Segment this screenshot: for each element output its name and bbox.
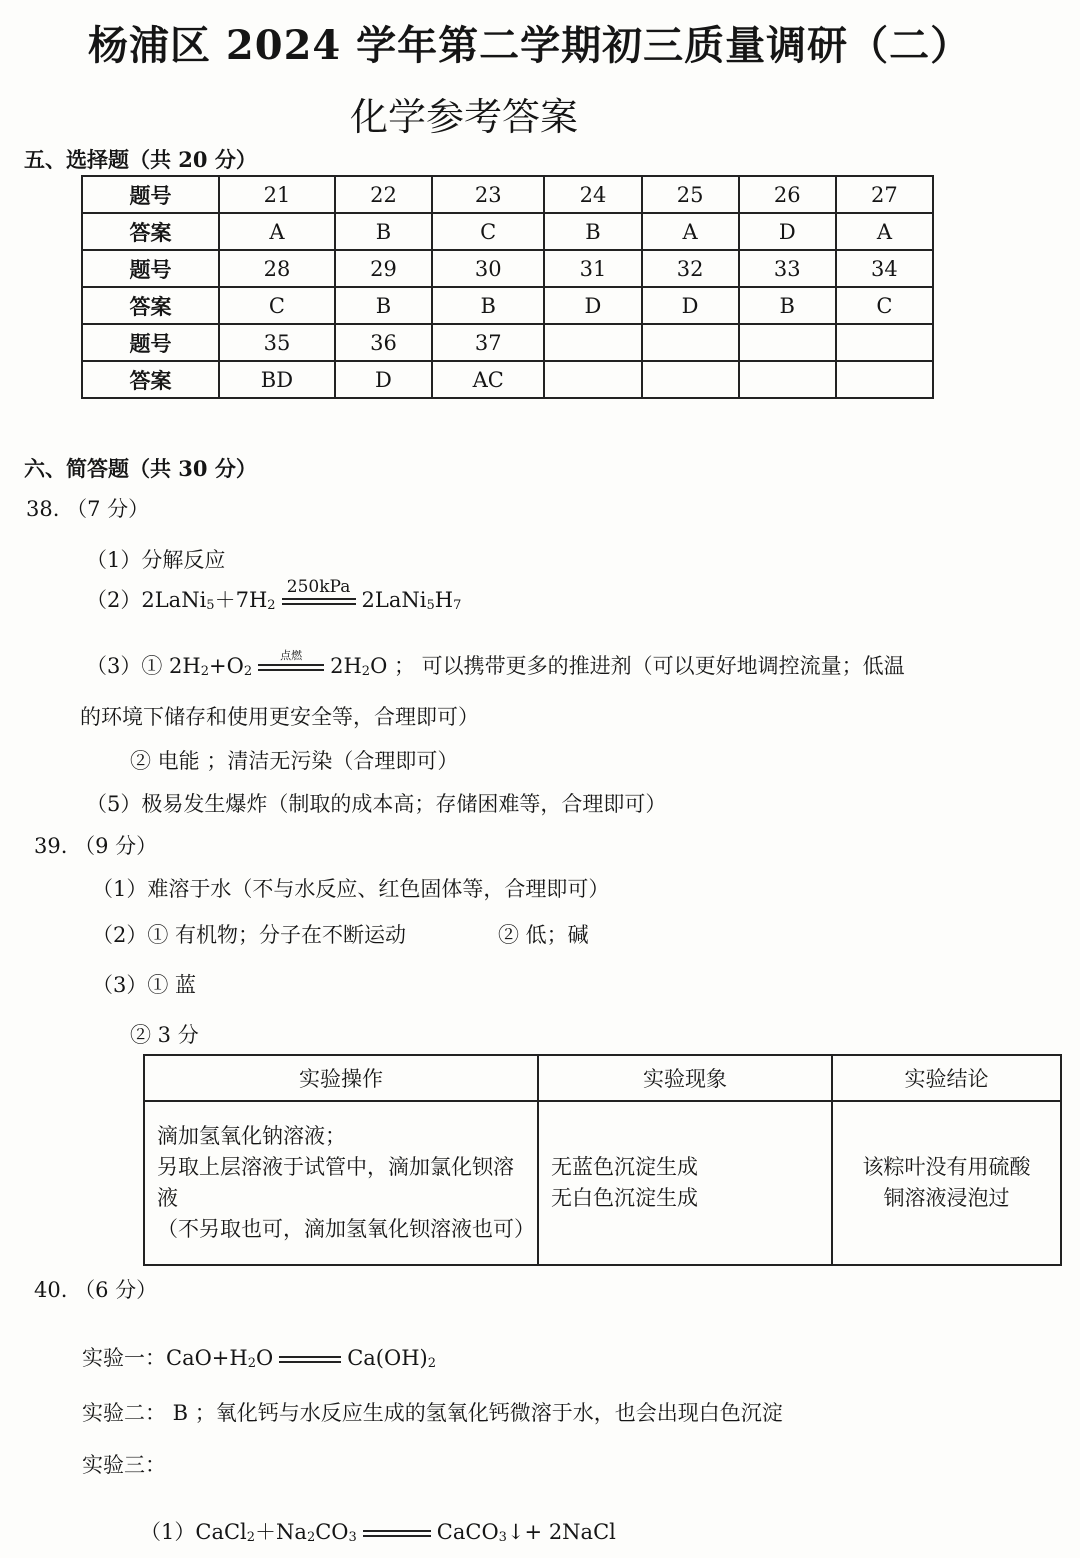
question-number: 29 <box>335 250 432 287</box>
reaction-arrow <box>363 1530 431 1537</box>
answer-cell <box>544 361 641 398</box>
question-number <box>836 324 933 361</box>
q38-part5: （5）极易发生爆炸（制取的成本高；存储困难等，合理即可） <box>86 792 667 816</box>
table-row <box>82 287 933 324</box>
question-number: 36 <box>335 324 432 361</box>
q38-number: 38. <box>26 497 60 521</box>
reaction-arrow <box>282 577 356 605</box>
table-header-row <box>144 1055 1061 1101</box>
q40-exp3-label: 实验三： <box>82 1453 166 1477</box>
question-number: 34 <box>836 250 933 287</box>
q38-header <box>26 493 149 523</box>
phenomenon-cell <box>538 1101 832 1265</box>
question-number <box>642 324 739 361</box>
question-number: 35 <box>219 324 335 361</box>
answer-cell <box>739 361 836 398</box>
reaction-condition: 250kPa <box>286 577 351 597</box>
question-number: 24 <box>544 176 641 213</box>
reaction-arrow <box>258 649 324 671</box>
answer-cell: D <box>642 287 739 324</box>
q39-part2a: （2）① 有机物；分子在不断运动 <box>92 923 407 947</box>
question-label: 题号 <box>82 176 219 213</box>
answer-cell: B <box>544 213 641 250</box>
phenomenon-line: 无白色沉淀生成 <box>551 1186 698 1210</box>
q40-exp3-part1-label: （1） <box>140 1520 196 1544</box>
phenomenon-line: 无蓝色沉淀生成 <box>551 1155 698 1179</box>
operation-cell <box>144 1101 538 1265</box>
table-row <box>82 250 933 287</box>
q40-points: （6 分） <box>74 1278 158 1302</box>
section6-heading: 六、简答题（共 30 分） <box>24 456 257 481</box>
q39-part3b: ② 3 分 <box>130 1023 199 1047</box>
answer-cell <box>836 361 933 398</box>
question-number: 22 <box>335 176 432 213</box>
answer-cell: C <box>219 287 335 324</box>
question-number: 31 <box>544 250 641 287</box>
q40-header <box>34 1274 157 1304</box>
q38-points: （7 分） <box>66 497 150 521</box>
q38-part3-label: （3）① <box>86 654 163 678</box>
question-number: 27 <box>836 176 933 213</box>
table-row <box>82 361 933 398</box>
question-number <box>544 324 641 361</box>
conclusion-line: 铜溶液浸泡过 <box>883 1186 1010 1210</box>
table-row <box>82 213 933 250</box>
answer-cell: D <box>544 287 641 324</box>
answer-cell: C <box>432 213 544 250</box>
answer-cell: D <box>335 361 432 398</box>
q38-part2-label: （2） <box>86 588 142 612</box>
answer-cell: D <box>739 213 836 250</box>
answer-label: 答案 <box>82 361 219 398</box>
question-number: 28 <box>219 250 335 287</box>
q39-part2b: ② 低；碱 <box>498 923 589 947</box>
question-number: 32 <box>642 250 739 287</box>
q38-part3-cont: 的环境下储存和使用更安全等，合理即可） <box>80 705 479 729</box>
page-title: 杨浦区 2024 学年第二学期初三质量调研（二） <box>88 22 972 69</box>
answer-cell: BD <box>219 361 335 398</box>
question-number: 37 <box>432 324 544 361</box>
answer-cell: AC <box>432 361 544 398</box>
conclusion-line: 该粽叶没有用硫酸 <box>862 1155 1031 1179</box>
answer-cell: B <box>335 213 432 250</box>
q40-exp1-label: 实验一： <box>82 1346 166 1370</box>
page-subtitle: 化学参考答案 <box>350 95 579 139</box>
q39-number: 39. <box>34 834 68 858</box>
answer-cell <box>642 361 739 398</box>
answer-cell: A <box>219 213 335 250</box>
question-number: 30 <box>432 250 544 287</box>
question-number <box>739 324 836 361</box>
conclusion-cell <box>832 1101 1061 1265</box>
operation-line: （不另取也可，滴加氢氧化钡溶液也可） <box>157 1217 535 1241</box>
question-number: 21 <box>219 176 335 213</box>
q39-points: （9 分） <box>74 834 158 858</box>
operation-line: 滴加氢氧化钠溶液； <box>157 1124 346 1148</box>
table-row <box>82 324 933 361</box>
q38-part3: （3）① $2H_2+O_2$ 点燃 $2H_2O$ ； 可以携带更多的推进剂（可以更好地调控流量；低温 <box>86 649 905 679</box>
question-label: 题号 <box>82 324 219 361</box>
q38-part2: $(2)2LaNi_5+7H_2$ 250kPa $2LaNi_5H_7$ <box>86 577 462 613</box>
question-number: 26 <box>739 176 836 213</box>
question-number: 23 <box>432 176 544 213</box>
answer-label: 答案 <box>82 287 219 324</box>
question-number: 33 <box>739 250 836 287</box>
answer-cell: A <box>836 213 933 250</box>
reaction-arrow <box>279 1356 341 1363</box>
q39-part1: （1）难溶于水（不与水反应、红色固体等，合理即可） <box>92 877 610 901</box>
answer-cell: A <box>642 213 739 250</box>
answer-cell: C <box>836 287 933 324</box>
q38-part1: （1）分解反应 <box>86 548 226 572</box>
question-number: 25 <box>642 176 739 213</box>
q38-part3-text: ； 可以携带更多的推进剂（可以更好地调控流量；低温 <box>393 654 905 678</box>
q39-part3: （3）① 蓝 <box>92 973 197 997</box>
table-row <box>144 1101 1061 1265</box>
q40-number: 40. <box>34 1278 68 1302</box>
reaction-condition: 点燃 <box>280 649 303 662</box>
answer-table <box>81 175 934 399</box>
q38-part3b: ② 电能 ；清洁无污染（合理即可） <box>130 749 459 773</box>
answer-cell: B <box>739 287 836 324</box>
answer-cell: B <box>335 287 432 324</box>
question-label: 题号 <box>82 250 219 287</box>
q40-exp2: 实验二： B ；氧化钙与水反应生成的氢氧化钙微溶于水，也会出现白色沉淀 <box>82 1401 783 1425</box>
table-row <box>82 176 933 213</box>
q40-exp1: 实验一：$CaO+H_2O$ $Ca(OH)_2$ <box>82 1346 437 1371</box>
experiment-table <box>143 1054 1062 1266</box>
column-header: 实验现象 <box>538 1055 832 1101</box>
column-header: 实验操作 <box>144 1055 538 1101</box>
operation-line: 另取上层溶液于试管中，滴加氯化钡溶液 <box>157 1155 514 1210</box>
section5-heading: 五、选择题（共 20 分） <box>24 147 257 172</box>
q40-exp3-part1: $(1)CaCl_2+Na_2CO_3$ CaCO$_3$↓+ 2NaCl <box>140 1520 616 1545</box>
column-header: 实验结论 <box>832 1055 1061 1101</box>
answer-label: 答案 <box>82 213 219 250</box>
q39-header <box>34 830 157 860</box>
answer-cell: B <box>432 287 544 324</box>
